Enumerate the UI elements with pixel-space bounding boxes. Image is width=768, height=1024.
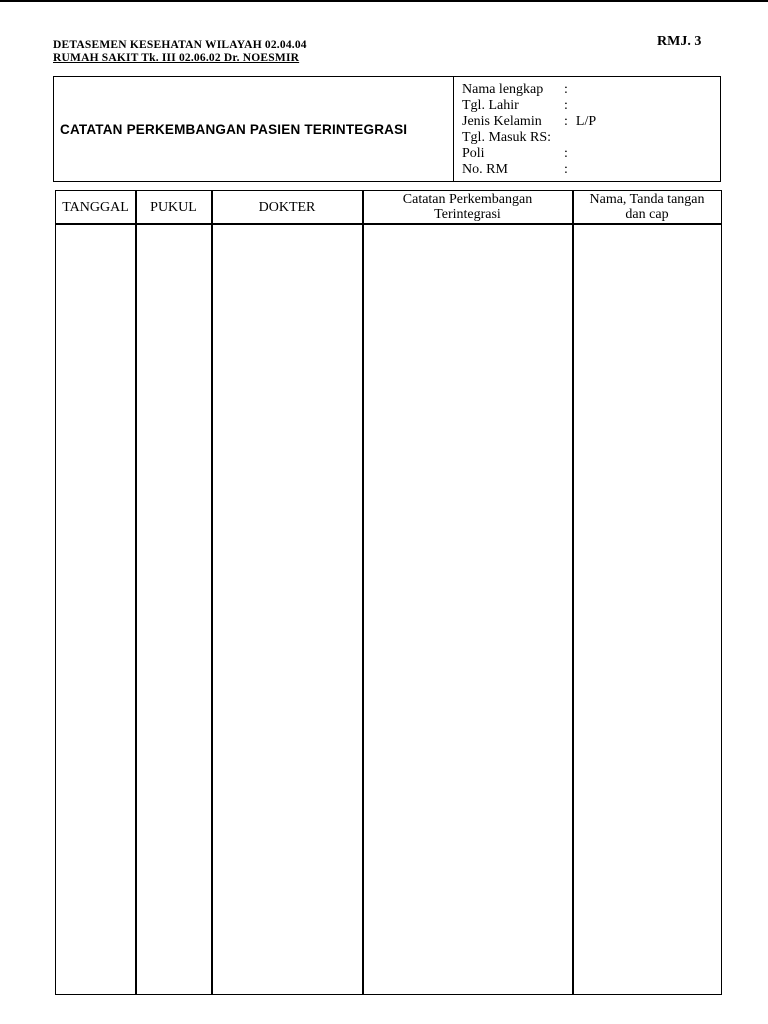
- patient-info-clinic[interactable]: [462, 146, 596, 162]
- info-separator: :: [564, 162, 568, 177]
- patient-info-medical-record[interactable]: [462, 162, 596, 178]
- column-header-text: PUKUL: [150, 199, 197, 215]
- info-separator: :: [564, 114, 568, 129]
- info-separator: :: [564, 98, 568, 113]
- patient-info-admission-date[interactable]: [462, 130, 596, 146]
- title-cell: [54, 77, 454, 181]
- org-name-line-1: DETASEMEN KESEHATAN WILAYAH 02.04.04: [53, 39, 307, 51]
- info-label: Jenis Kelamin: [462, 114, 542, 129]
- column-header-text: DOKTER: [258, 199, 316, 215]
- form-title: CATATAN PERKEMBANGAN PASIEN TERINTEGRASI: [60, 121, 408, 137]
- info-separator: :: [564, 82, 568, 97]
- form-header-box: [53, 76, 721, 182]
- column-divider: [362, 191, 364, 994]
- column-divider: [572, 191, 574, 994]
- column-header-text: Nama, Tanda tangan: [589, 192, 705, 207]
- top-border-line: [0, 0, 768, 2]
- patient-info: [462, 82, 596, 178]
- header-row-divider: [56, 223, 721, 225]
- info-separator: :: [564, 146, 568, 161]
- form-code: RMJ. 3: [657, 34, 702, 49]
- org-name-line-2: RUMAH SAKIT Tk. III 02.06.02 Dr. NOESMIR: [53, 52, 300, 64]
- info-label: No. RM: [462, 162, 508, 177]
- progress-notes-table: [55, 190, 722, 995]
- info-label: Poli: [462, 146, 485, 161]
- patient-info-name[interactable]: [462, 82, 596, 98]
- column-header-text: TANGGAL: [62, 199, 129, 215]
- info-label: Tgl. Masuk RS:: [462, 130, 552, 145]
- column-header-text: Terintegrasi: [434, 207, 501, 222]
- column-header-time: [136, 191, 211, 223]
- info-label: Nama lengkap: [462, 82, 544, 97]
- column-header-doctor: [212, 191, 362, 223]
- info-label: Tgl. Lahir: [462, 98, 519, 113]
- column-header-text: Catatan Perkembangan: [402, 192, 533, 207]
- column-header-text: dan cap: [625, 207, 669, 222]
- column-divider: [135, 191, 137, 994]
- column-divider: [211, 191, 213, 994]
- column-header-date: [56, 191, 135, 223]
- column-header-integrated-notes: [363, 191, 572, 223]
- patient-info-gender[interactable]: [462, 114, 596, 130]
- info-value: L/P: [575, 114, 597, 129]
- column-header-signature: [573, 191, 721, 223]
- patient-info-birthdate[interactable]: [462, 98, 596, 114]
- organization-header: [53, 39, 307, 65]
